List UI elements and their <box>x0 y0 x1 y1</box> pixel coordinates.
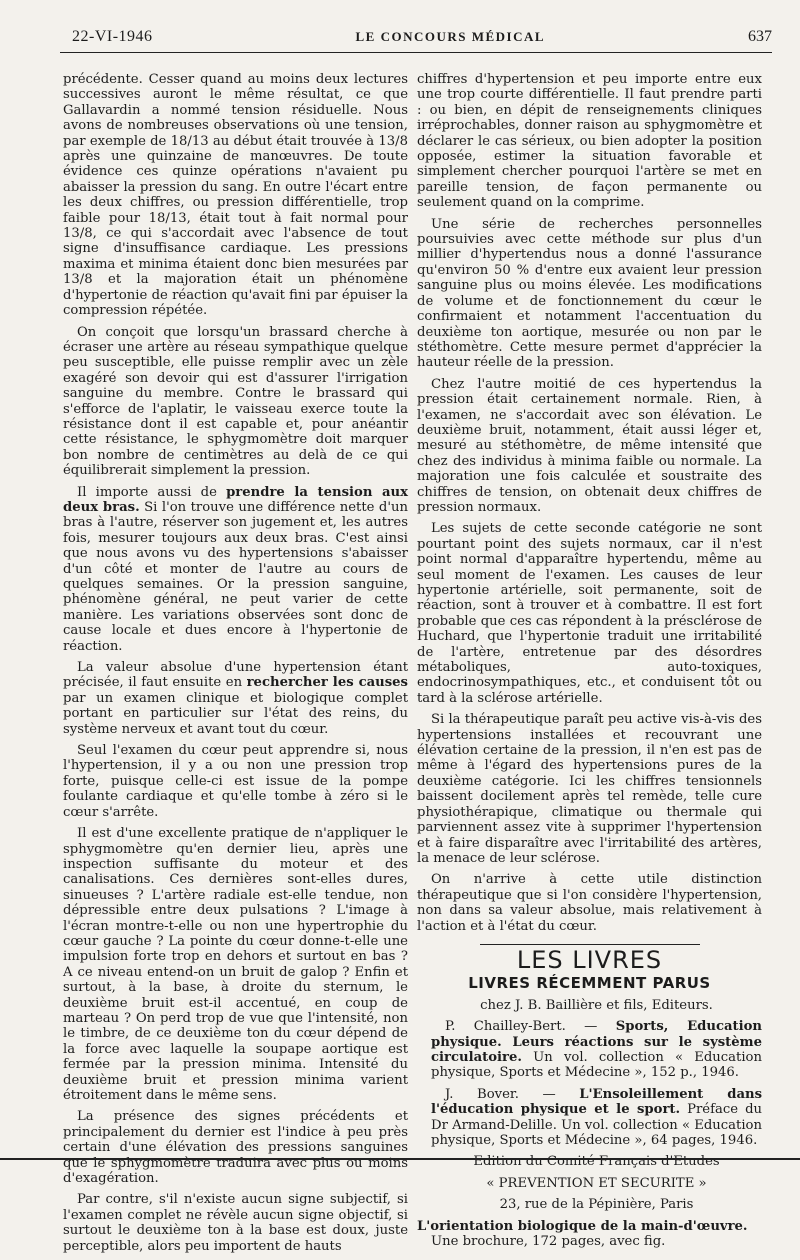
paragraph: Chez l'autre moitié de ces hypertendus la pression était certainement normale. Rien, à l'examen, ne s'accordait avec son élévation. Le deuxième bruit, notamment, était aussi léger et, mesuré au stéthomètre, de même intensité que chez des individus à minima faible ou normale. La majoration une fois calculée et soustraite des chiffres de tension, on obtenait deux chiffres de pression normaux. <box>417 376 762 515</box>
publisher-line: chez J. B. Baillière et fils, Editeurs. <box>480 997 713 1013</box>
book-title: L'Ensoleillement dans l'éducation physique et le sport. <box>431 1086 762 1118</box>
book-entry <box>417 1219 762 1234</box>
paragraph <box>63 485 408 654</box>
book-author: J. Bover. — <box>445 1086 580 1102</box>
text-run: La valeur absolue d'une hypertension étant précisée, il faut ensuite en <box>63 660 408 691</box>
text-run: Si l'on trouve une différence nette d'un bras à l'autre, réserver son jugement et, les autres fois, mesurer toujours aux deux bras. C'est ainsi que nous avons vu des hypertensions s'abaisser d'un côté et monter de l'autre au cours de quelques semaines. Or la pression sanguine, phénomène général, ne peut varier de cette manière. Les variations observées sont donc de cause locale et dues encore à l'hypertonie de réaction. <box>63 499 408 654</box>
publisher-line: Edition du Comité Français d'Etudes <box>473 1154 720 1170</box>
book-author: P. Chailley-Bert. — <box>445 1019 616 1035</box>
bold-phrase: rechercher les causes <box>246 675 408 691</box>
footer-rule <box>0 1158 800 1160</box>
bold-phrase: prendre la tension aux deux bras. <box>63 484 409 515</box>
section-rule <box>480 944 700 945</box>
paragraph: Seul l'examen du cœur peut apprendre si, nous l'hypertension, il y a ou non une pression trop forte, puisque celle-ci est issue de la pompe foulante cardiaque et qu'elle tombe à zéro si le cœur s'arrête. <box>63 743 408 820</box>
book-entry <box>417 1019 762 1081</box>
book-details: Préface du Dr Armand-Delille. Un vol. collection « Education physique, Sports et Médecine », 64 pages, 1946. <box>431 1102 763 1148</box>
right-column <box>417 72 762 1255</box>
book-details: Un vol. collection « Education physique, Sports et Médecine », 152 p., 1946. <box>431 1049 762 1081</box>
publisher-address: 23, rue de la Pépinière, Paris <box>499 1197 694 1213</box>
paragraph: précédente. Cesser quand au moins deux lectures successives auront le même résultat, ce que Gallavardin a nommé tension résiduelle. Nous avons de nombreuses observations où une tension, par exemple de 18/13 au début était trouvée à 13/8 après une quinzaine de manœuvres. De toute évidence ces quinze opérations n'avaient pu abaisser la pression du sang. En outre l'écart entre les deux chiffres, ou pression différentielle, trop faible pour 18/13, était tout à fait normal pour 13/8, ce qui s'accordait avec l'absence de tout signe d'insuffisance cardiaque. Les pressions maxima et minima étaient donc bien mesurées par 13/8 et la majoration était un phénomène d'hypertonie de réaction qu'avait fini par épuiser la compression répétée. <box>63 72 408 319</box>
paragraph <box>63 660 408 737</box>
book-details: Une brochure, 172 pages, avec fig. <box>431 1234 666 1250</box>
paragraph: Une série de recherches personnelles poursuivies avec cette méthode sur plus d'un millier d'hypertendus nous a donné l'assurance qu'environ 50 % d'entre eux avaient leur pression sanguine plus ou moins élevée. Les modifications de volume et de fonctionnement du cœur le confirmaient et notamment l'accentuation du deuxième ton aortique, mesurée ou non par le stéthomètre. Cette mesure permet d'apprécier la hauteur réelle de la pression. <box>417 216 762 371</box>
section-subtitle: LIVRES RÉCEMMENT PARUS <box>468 974 711 993</box>
section-title: LES LIVRES <box>516 945 663 974</box>
page-header <box>72 28 772 50</box>
issue-date: 22-VI-1946 <box>72 28 153 45</box>
book-title: L'orientation biologique de la main-d'œuvre. <box>417 1218 748 1234</box>
paragraph: On n'arrive à cette utile distinction thérapeutique que si l'on considère l'hypertension, non dans sa valeur absolue, mais relativement à l'action et à l'état du cœur. <box>417 872 762 934</box>
paragraph: Si la thérapeutique paraît peu active vis-à-vis des hypertensions installées et recouvrant une élévation certaine de la pression, il n'en est pas de même à l'égard des hypertensions pures de la deuxième catégorie. Ici les chiffres tensionnels baissent docilement après tel remède, telle cure physiothérapique, climatique ou thermale qui parviennent assez vite à supprimer l'hypertension et à faire disparaître avec l'irritabilité des artères, la menace de leur sclérose. <box>417 712 762 866</box>
publisher-line: « PREVENTION ET SECURITE » <box>486 1175 707 1191</box>
header-rule <box>60 52 772 53</box>
journal-title: LE CONCOURS MÉDICAL <box>355 29 546 44</box>
paragraph: Par contre, s'il n'existe aucun signe subjectif, si l'examen complet ne révèle aucun signe objectif, si surtout le deuxième ton à la base est doux, juste perceptible, alors peu importent de hauts <box>63 1192 408 1254</box>
left-column <box>63 72 408 1260</box>
page-number: 637 <box>748 28 772 45</box>
text-run: par un examen clinique et biologique complet portant en particulier sur l'état des reins, du système nerveux et avant tout du cœur. <box>63 690 408 737</box>
book-title: Sports, Education physique. Leurs réactions sur le système circulatoire. <box>431 1019 762 1065</box>
text-run: Il importe aussi de <box>77 484 227 500</box>
paragraph: Les sujets de cette seconde catégorie ne sont pourtant point des sujets normaux, car il n'est point normal d'apparaître hypertendu, même au seul moment de l'examen. Les causes de leur hypertonie artérielle, soit permanente, soit de réaction, sont à trouver et à combattre. Il est fort probable que ces cas répondent à la présclérose de Huchard, que l'hypertonie traduit une irritabilité de l'artère, entretenue par des désordres métaboliques, auto-toxiques, endocrinosympathiques, etc., et conduisent tôt ou tard à la sclérose artérielle. <box>417 521 762 706</box>
book-entry <box>417 1087 762 1149</box>
paragraph: Il est d'une excellente pratique de n'appliquer le sphygmomètre qu'en dernier lieu, après une inspection suffisante du moteur et des canalisations. Ces dernières sont-elles dures, sinueuses ? L'artère radiale est-elle tendue, non dépressible entre deux pulsations ? L'image à l'écran montre-t-elle ou non une hypertrophie du cœur gauche ? La pointe du cœur donne-t-elle une impulsion forte trop en dehors et surtout en bas ? A ce niveau entend-on un bruit de galop ? Enfin et surtout, à la base, à droite du sternum, le deuxième bruit est-il accentué, en coup de marteau ? On perd trop de vue que l'intensité, non le timbre, de ce deuxième ton du cœur dépend de la force avec laquelle la soupape aortique est fermée par la pression minima. Intensité du deuxième bruit et pression minima varient étroitement dans le même sens. <box>63 826 408 1103</box>
paragraph: La présence des signes précédents et principalement du dernier est l'indice à peu près certain d'une élévation des pressions sanguines que le sphygmomètre traduira avec plus ou moins d'exagération. <box>63 1109 408 1187</box>
paragraph: chiffres d'hypertension et peu importe entre eux une trop courte différentielle. Il faut prendre parti : ou bien, en dépit de renseignements cliniques irréprochables, donner raison au sphygmomètre et déclarer le cas sérieux, ou bien adopter la position opposée, estimer la situation favorable et simplement chercher pourquoi l'artère se met en pareille tension, de façon permanente ou seulement quand on la comprime. <box>417 72 762 211</box>
paragraph: On conçoit que lorsqu'un brassard cherche à écraser une artère au réseau sympathique quelque peu susceptible, elle puisse remplir avec un zèle exagéré son devoir qui est d'assurer l'irrigation sanguine du membre. Contre le brassard qui s'efforce de l'aplatir, le vaisseau exerce toute la résistance dont il est capable et, pour anéantir cette résistance, le sphygmomètre doit marquer bon nombre de centimètres au delà de ce qui équilibrerait simplement la pression. <box>63 324 408 479</box>
